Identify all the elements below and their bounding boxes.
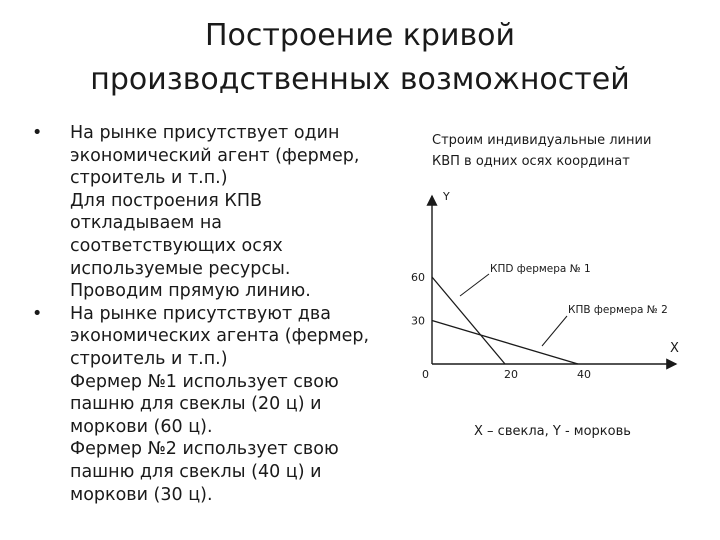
bullet-line: моркови (60 ц).: [70, 416, 213, 437]
chart-heading-line-1: Строим индивидуальные линии: [432, 133, 652, 148]
bullet-line: экономический агент (фермер,: [70, 145, 360, 166]
bullet-line: Фермер №2 использует свою: [70, 439, 339, 460]
bullet-line: экономических агента (фермер,: [70, 326, 370, 347]
y-tick-label: 60: [411, 271, 425, 284]
series-line-2: [432, 321, 578, 365]
y-tick-label: 30: [411, 314, 425, 328]
bullet-line: строитель и т.п.): [70, 168, 228, 189]
bullet-line: На рынке присутствуют два: [70, 303, 331, 324]
bullet-line: строитель и т.п.): [70, 348, 228, 369]
bullet-line: моркови (30 ц).: [70, 484, 213, 505]
bullet-line: соответствующих осях: [70, 235, 283, 256]
chart-caption: X – свекла, Y - морковь: [474, 424, 631, 439]
bullet-line: откладываем на: [70, 213, 223, 234]
bullet-line: На рынке присутствует один: [70, 123, 340, 143]
bullet-line: Для построения КПВ: [70, 190, 262, 211]
origin-label: 0: [422, 368, 429, 381]
bullet-dot-icon: •: [32, 123, 43, 143]
series-1-leader: [460, 274, 489, 296]
series-layer: [432, 277, 578, 364]
series-1-label: КПD фермера № 1: [490, 263, 591, 275]
title-line-2: производственных возможностей: [90, 62, 630, 97]
bullet-line: пашню для свеклы (40 ц) и: [70, 461, 322, 482]
x-tick-label: 40: [577, 368, 591, 381]
series-2-leader: [542, 316, 567, 346]
title-line-1: Построение кривой: [204, 18, 516, 53]
series-2-label: КПВ фермера № 2: [568, 304, 668, 316]
bullet-line: пашню для свеклы (20 ц) и: [70, 394, 322, 415]
y-axis-label: Y: [443, 190, 450, 203]
bullet-line: используемые ресурсы.: [70, 258, 291, 279]
bullet-dot-icon: •: [32, 303, 43, 324]
bullet-line: Проводим прямую линию.: [70, 281, 311, 302]
x-tick-label: 20: [504, 368, 518, 381]
x-axis-label: X: [670, 341, 679, 356]
chart-heading-line-2: КВП в одних осях координат: [432, 154, 630, 169]
bullet-line: Фермер №1 использует свою: [70, 371, 339, 392]
